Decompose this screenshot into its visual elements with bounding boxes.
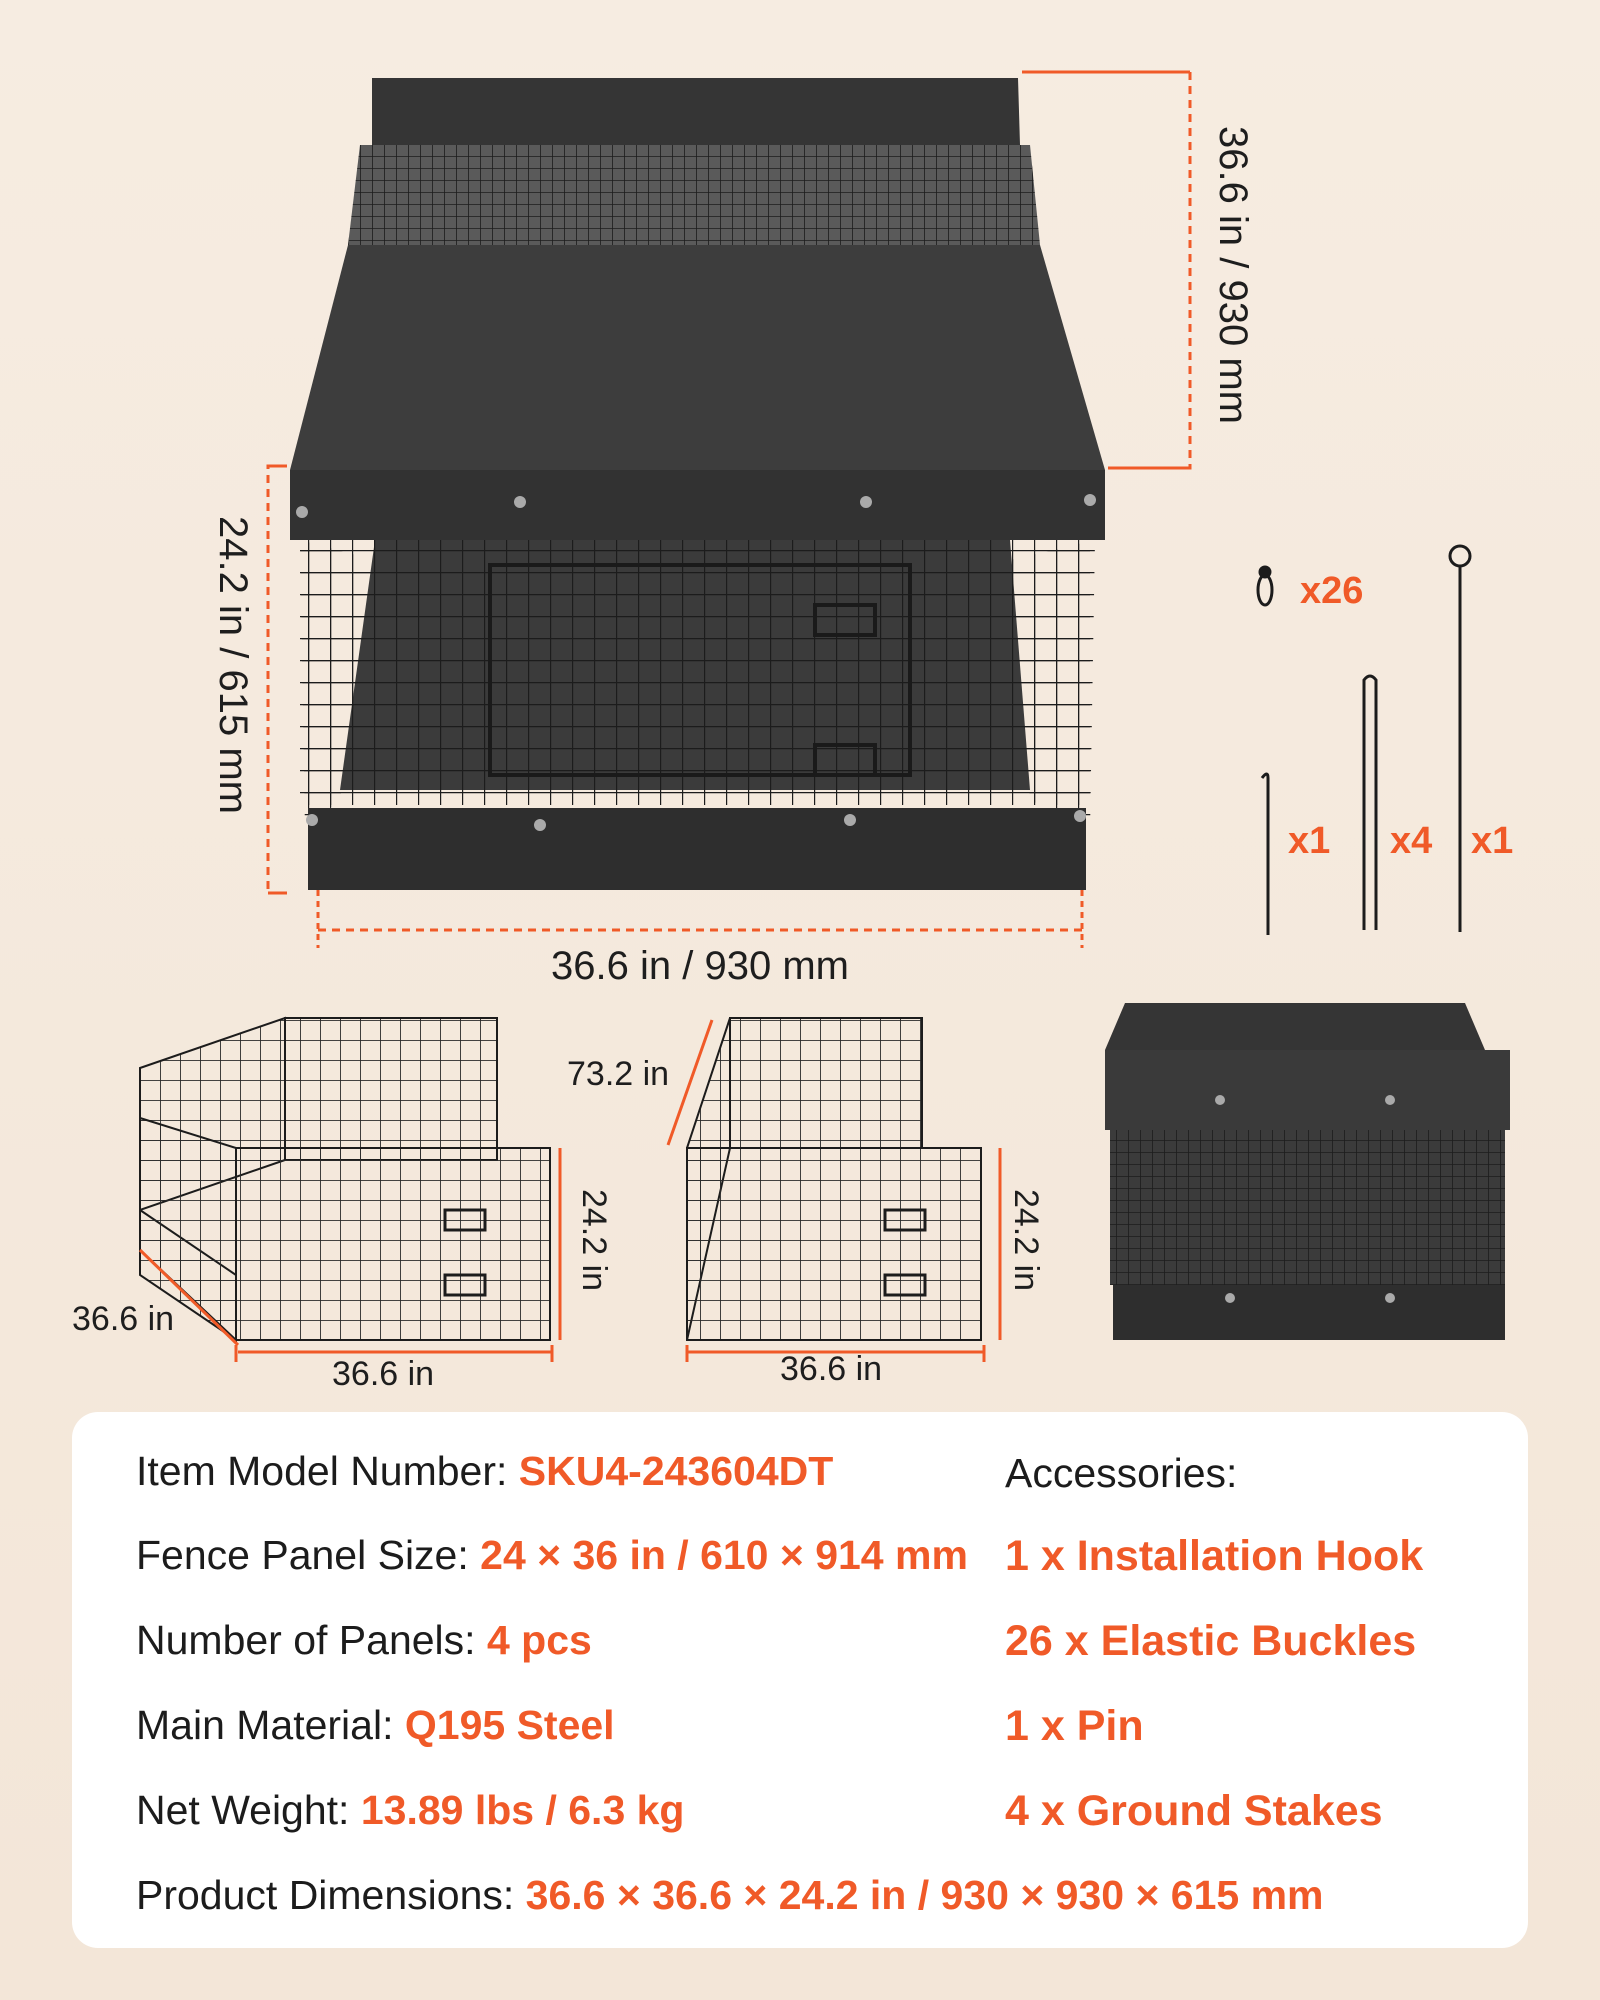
spec-weight: [136, 1787, 684, 1834]
spec-weight-value: 13.89 lbs / 6.3 kg: [360, 1787, 685, 1833]
width-dimension-label: 36.6 in / 930 mm: [551, 944, 849, 988]
spec-weight-label: Net Weight:: [136, 1787, 361, 1833]
stake-quantity: x4: [1390, 820, 1433, 862]
spec-panel-size: [136, 1532, 968, 1579]
height-dimension-label: 36.6 in / 930 mm: [1211, 126, 1255, 424]
spec-count-value: 4 pcs: [486, 1617, 592, 1663]
config-c-illustration: [1105, 1003, 1510, 1340]
accessory-icons: [1258, 546, 1470, 935]
spec-model: [136, 1448, 833, 1495]
accessory-item: 4 x Ground Stakes: [1005, 1787, 1383, 1835]
hook-quantity: x1: [1471, 820, 1514, 862]
config-a-illustration: [140, 1018, 550, 1340]
pin-icon: [1262, 774, 1268, 935]
config-a-height-label: 24.2 in: [575, 1188, 613, 1292]
accessory-item: 1 x Pin: [1005, 1702, 1144, 1750]
spec-material-label: Main Material:: [136, 1702, 405, 1748]
buckle-quantity: x26: [1300, 570, 1364, 612]
config-b-height-label: 24.2 in: [1007, 1188, 1045, 1292]
spec-material-value: Q195 Steel: [404, 1702, 615, 1748]
spec-panel-label: Fence Panel Size:: [136, 1532, 481, 1578]
spec-dimensions: [136, 1872, 1324, 1919]
pin-quantity: x1: [1288, 820, 1331, 862]
config-b-illustration: [687, 1018, 981, 1340]
spec-dims-value: 36.6 × 36.6 × 24.2 in / 930 × 930 × 615 mm: [525, 1872, 1324, 1918]
elastic-buckle-icon: [1258, 567, 1272, 605]
accessories-title: Accessories:: [1005, 1450, 1238, 1496]
ground-stake-icon: [1364, 676, 1376, 930]
config-b-length-label: 73.2 in: [567, 1055, 670, 1093]
spec-panel-count: [136, 1617, 592, 1664]
side-height-dimension-label: 24.2 in / 615 mm: [211, 516, 255, 814]
spec-material: [136, 1702, 615, 1749]
config-a-depth-label: 36.6 in: [72, 1300, 175, 1338]
spec-model-value: SKU4-243604DT: [518, 1448, 834, 1494]
accessory-item: 1 x Installation Hook: [1005, 1532, 1424, 1580]
spec-panel-value: 24 × 36 in / 610 × 914 mm: [480, 1532, 968, 1578]
installation-hook-icon: [1450, 546, 1470, 932]
main-enclosure: [290, 78, 1105, 890]
spec-dims-label: Product Dimensions:: [136, 1872, 526, 1918]
spec-model-label: Item Model Number:: [136, 1448, 519, 1494]
spec-count-label: Number of Panels:: [136, 1617, 487, 1663]
accessory-item: 26 x Elastic Buckles: [1005, 1617, 1417, 1665]
config-a-width-label: 36.6 in: [332, 1355, 435, 1393]
specification-card: [72, 1412, 1528, 1948]
config-b-width-label: 36.6 in: [780, 1350, 883, 1388]
